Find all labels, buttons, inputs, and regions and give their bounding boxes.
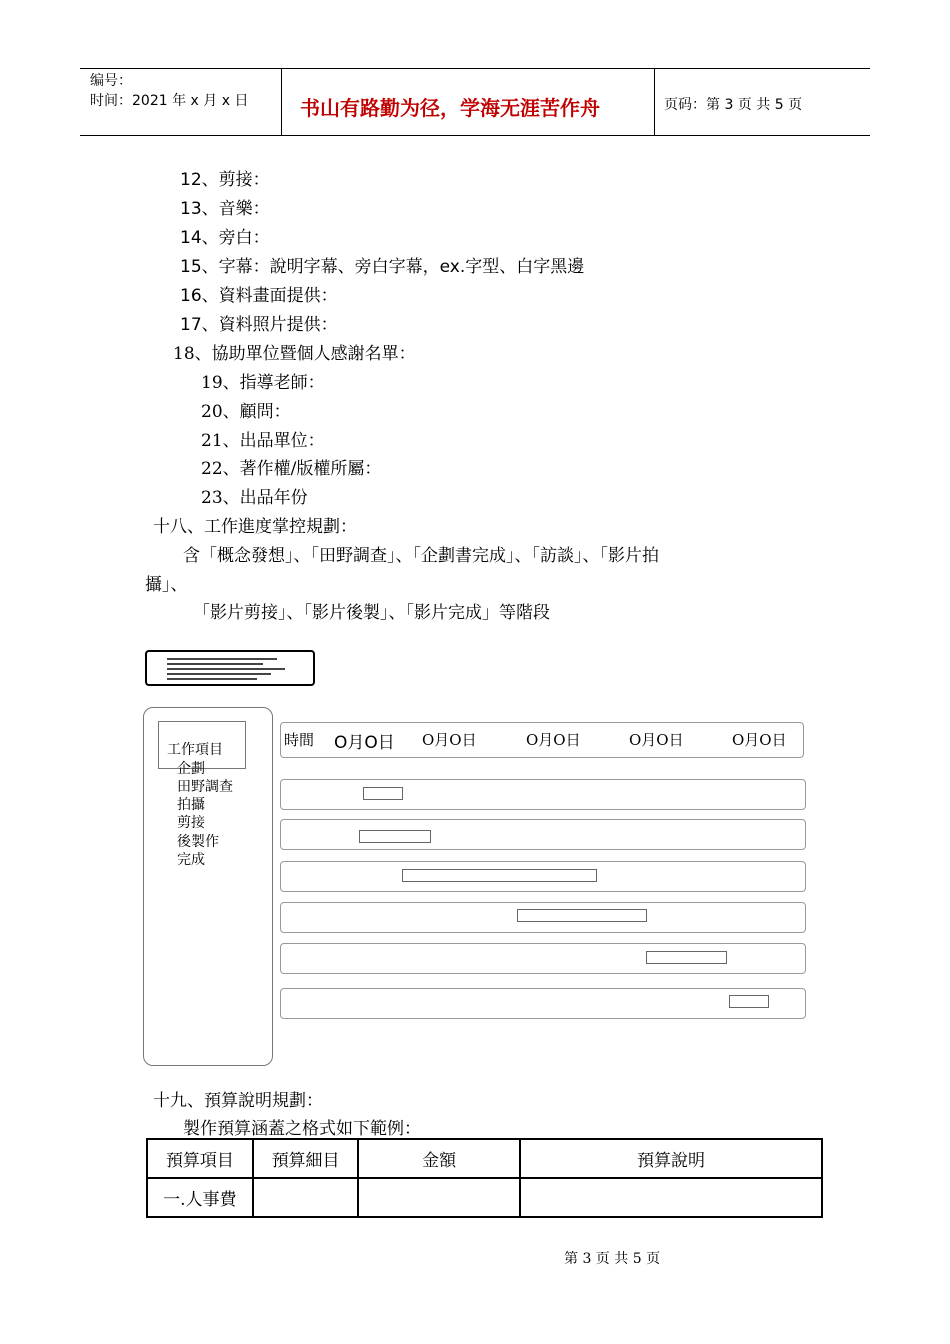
gantt-bar (517, 909, 647, 922)
header-bottom-rule (80, 135, 870, 136)
gantt-bar (359, 830, 431, 843)
gantt-task: 企劃 (177, 761, 205, 777)
section-18-paragraph-line2: 攝」、 (145, 575, 188, 595)
list-item: 17、資料照片提供： (180, 315, 338, 335)
header-divider-right (654, 68, 655, 135)
table-header-cell: 預算細目 (253, 1139, 359, 1178)
header-divider-left (281, 68, 282, 135)
gantt-row (280, 779, 806, 810)
section-18-paragraph-line1: 含「概念發想」、「田野調查」、「企劃書完成」、「訪談」、「影片拍 (183, 546, 659, 566)
section-19-intro: 製作預算涵蓋之格式如下範例： (183, 1119, 421, 1139)
gantt-time-label: 時間 (284, 731, 315, 749)
gantt-date: O月O日 (732, 731, 787, 749)
table-cell (253, 1178, 359, 1217)
gantt-bar (363, 787, 403, 800)
table-row (147, 1178, 822, 1217)
gantt-header-label: 工作項目 (167, 742, 223, 758)
table-header-cell: 金額 (358, 1139, 520, 1178)
gantt-date: O月O日 (334, 733, 395, 753)
list-item: 21、出品單位： (201, 431, 325, 451)
table-header-cell: 預算說明 (520, 1139, 822, 1178)
gantt-task: 完成 (177, 852, 205, 868)
header-page-info: 页码：第 3 页 共 5 页 (664, 97, 803, 113)
list-item: 16、資料畫面提供： (180, 286, 338, 306)
list-item: 20、顧問： (201, 402, 291, 422)
header-motto: 书山有路勤为径，学海无涯苦作舟 (300, 96, 600, 120)
gantt-row (280, 988, 806, 1019)
footer-page-number: 第 3 页 共 5 页 (564, 1251, 661, 1267)
gantt-task: 後製作 (177, 834, 219, 850)
list-item: 19、指導老師： (201, 373, 325, 393)
list-item: 15、字幕：說明字幕、旁白字幕，ex.字型、白字黑邊 (180, 257, 585, 277)
header-top-rule (80, 68, 870, 69)
header-time-label: 时间：2021 年 x 月 x 日 (90, 93, 249, 109)
gantt-bar (729, 995, 769, 1008)
gantt-date: O月O日 (629, 731, 684, 749)
list-item: 22、著作權/版權所屬： (201, 459, 382, 479)
section-18-title: 十八、工作進度掌控規劃： (153, 517, 357, 537)
table-header-cell: 預算項目 (147, 1139, 253, 1178)
section-18-paragraph-line3: 「影片剪接」、「影片後製」、「影片完成」等階段 (193, 603, 550, 623)
table-cell (520, 1178, 822, 1217)
budget-table (146, 1138, 823, 1218)
table-cell: 一.人事費 (147, 1178, 253, 1217)
gantt-task: 拍攝 (177, 797, 205, 813)
list-item: 12、剪接： (180, 170, 270, 190)
section-19-title: 十九、預算說明規劃： (153, 1091, 323, 1111)
gantt-date: O月O日 (526, 731, 581, 749)
placeholder-image-box (145, 650, 315, 686)
table-cell (358, 1178, 520, 1217)
gantt-bar (646, 951, 727, 964)
list-item: 23、出品年份 (201, 488, 308, 508)
gantt-date: O月O日 (422, 731, 477, 749)
header-number-label: 编号： (90, 73, 132, 89)
gantt-bar (402, 869, 597, 882)
gantt-task: 田野調查 (177, 779, 233, 795)
gantt-row (280, 943, 806, 974)
list-item: 14、旁白： (180, 228, 270, 248)
list-item: 13、音樂： (180, 199, 270, 219)
gantt-task: 剪接 (177, 815, 205, 831)
table-header-row (147, 1139, 822, 1178)
list-item: 18、協助單位暨個人感謝名單： (173, 344, 416, 364)
